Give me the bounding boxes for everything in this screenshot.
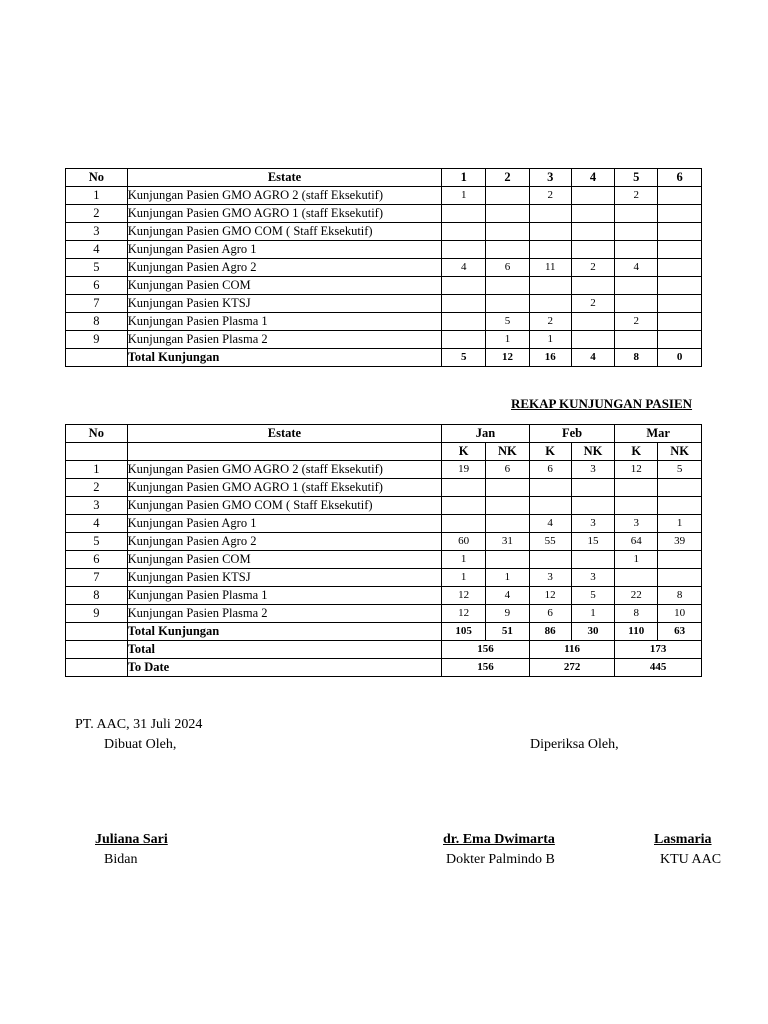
visit-count (442, 205, 486, 223)
visit-count (486, 241, 530, 259)
total-count: 0 (658, 349, 702, 367)
visit-count: 1 (571, 605, 615, 623)
visit-count (658, 277, 702, 295)
column-header: 3 (529, 169, 571, 187)
visit-count (529, 551, 571, 569)
row-number: 5 (66, 533, 128, 551)
visit-count: 3 (571, 569, 615, 587)
table-row (66, 223, 702, 241)
row-number: 2 (66, 479, 128, 497)
visit-count (615, 497, 658, 515)
table-header-row (66, 425, 702, 443)
visit-count: 1 (658, 515, 702, 533)
month-total: 156 (442, 641, 530, 659)
table-row (66, 295, 702, 313)
estate-name: Kunjungan Pasien GMO AGRO 2 (staff Eksekutif) (127, 187, 442, 205)
row-number: 6 (66, 277, 128, 295)
visit-count: 4 (485, 587, 529, 605)
table-row (66, 277, 702, 295)
visit-count (571, 241, 615, 259)
checked-by-label: Diperiksa Oleh, (530, 737, 619, 752)
total-row (66, 349, 702, 367)
estate-name: Kunjungan Pasien GMO COM ( Staff Eksekutif) (127, 497, 442, 515)
column-header: Estate (127, 425, 442, 443)
visit-count: 5 (486, 313, 530, 331)
visit-count: 2 (529, 187, 571, 205)
estate-name: Kunjungan Pasien Plasma 2 (127, 331, 442, 349)
visit-count (571, 277, 615, 295)
visit-count (658, 479, 702, 497)
sub-header: K (442, 443, 486, 461)
row-number: 9 (66, 605, 128, 623)
visit-count: 8 (615, 605, 658, 623)
visit-count: 22 (615, 587, 658, 605)
visit-count (571, 551, 615, 569)
total-label: Total Kunjungan (127, 623, 442, 641)
table-row (66, 569, 702, 587)
signer-name-1: Juliana Sari (95, 832, 168, 847)
total-visits-row (66, 623, 702, 641)
column-header: No (66, 169, 128, 187)
visit-count: 2 (571, 259, 615, 277)
visit-count (485, 551, 529, 569)
column-header: Estate (127, 169, 442, 187)
table-row (66, 551, 702, 569)
visit-count (486, 295, 530, 313)
visit-count (615, 223, 658, 241)
row-number: 4 (66, 241, 128, 259)
visit-count: 1 (615, 551, 658, 569)
visit-count (442, 223, 486, 241)
visit-count: 2 (615, 313, 658, 331)
total-count: 8 (615, 349, 658, 367)
place-date: PT. AAC, 31 Juli 2024 (75, 717, 203, 732)
recap-title: REKAP KUNJUNGAN PASIEN (511, 396, 693, 411)
visit-count: 6 (529, 461, 571, 479)
visit-count: 64 (615, 533, 658, 551)
total-count: 5 (442, 349, 486, 367)
row-number: 8 (66, 313, 128, 331)
visit-count: 60 (442, 533, 486, 551)
total-count: 4 (571, 349, 615, 367)
visit-count (486, 205, 530, 223)
visit-table-monthly (65, 168, 702, 367)
table-row (66, 533, 702, 551)
table-row (66, 241, 702, 259)
total-count: 51 (485, 623, 529, 641)
row-number: 7 (66, 569, 128, 587)
visit-count (658, 295, 702, 313)
subheader-row (66, 443, 702, 461)
row-number: 9 (66, 331, 128, 349)
row-number: 2 (66, 205, 128, 223)
visit-count: 12 (615, 461, 658, 479)
month-total: 272 (529, 659, 615, 677)
visit-count: 5 (658, 461, 702, 479)
visit-count (442, 479, 486, 497)
visit-count (658, 497, 702, 515)
visit-count: 9 (485, 605, 529, 623)
estate-name (127, 443, 442, 461)
visit-count (658, 569, 702, 587)
visit-count (486, 223, 530, 241)
visit-count (571, 187, 615, 205)
visit-count (486, 187, 530, 205)
visit-count (658, 259, 702, 277)
signer-role-1: Bidan (104, 852, 138, 867)
visit-count (615, 479, 658, 497)
visit-count (571, 313, 615, 331)
visit-count (615, 277, 658, 295)
estate-name: Kunjungan Pasien Agro 1 (127, 241, 442, 259)
row-number: 7 (66, 295, 128, 313)
estate-name: Kunjungan Pasien Plasma 1 (127, 313, 442, 331)
visit-count: 3 (529, 569, 571, 587)
visit-count (615, 241, 658, 259)
visit-count (442, 515, 486, 533)
estate-name: Kunjungan Pasien KTSJ (127, 569, 442, 587)
estate-name: Kunjungan Pasien GMO AGRO 2 (staff Eksekutif) (127, 461, 442, 479)
visit-count (442, 313, 486, 331)
month-total: 445 (615, 659, 702, 677)
visit-count: 1 (442, 569, 486, 587)
table-row (66, 515, 702, 533)
column-header: 6 (658, 169, 702, 187)
month-total: 116 (529, 641, 615, 659)
total-count: 110 (615, 623, 658, 641)
visit-count: 2 (571, 295, 615, 313)
visit-count: 3 (571, 461, 615, 479)
visit-count (615, 331, 658, 349)
visit-count: 1 (485, 569, 529, 587)
table-row (66, 331, 702, 349)
column-header: 4 (571, 169, 615, 187)
visit-count: 3 (571, 515, 615, 533)
sub-header: NK (658, 443, 702, 461)
sub-header: NK (571, 443, 615, 461)
visit-count (571, 205, 615, 223)
column-header: 1 (442, 169, 486, 187)
visit-count: 10 (658, 605, 702, 623)
visit-count: 8 (658, 587, 702, 605)
table-row (66, 605, 702, 623)
visit-count (571, 479, 615, 497)
estate-name: Kunjungan Pasien Agro 1 (127, 515, 442, 533)
visit-count (658, 313, 702, 331)
visit-count (571, 497, 615, 515)
visit-count: 4 (529, 515, 571, 533)
visit-count (529, 241, 571, 259)
row-number: 4 (66, 515, 128, 533)
visit-count: 6 (486, 259, 530, 277)
table-row (66, 587, 702, 605)
visit-count (529, 205, 571, 223)
visit-recap-table (65, 424, 702, 677)
month-header: Feb (529, 425, 615, 443)
column-header: 2 (486, 169, 530, 187)
visit-count (615, 205, 658, 223)
signer-name-2: dr. Ema Dwimarta (443, 832, 555, 847)
row-number (66, 641, 128, 659)
estate-name: Kunjungan Pasien COM (127, 277, 442, 295)
total-count: 16 (529, 349, 571, 367)
table-row (66, 461, 702, 479)
visit-count (615, 295, 658, 313)
row-number: 3 (66, 223, 128, 241)
visit-count: 2 (529, 313, 571, 331)
visit-count (615, 569, 658, 587)
estate-name: Kunjungan Pasien Agro 2 (127, 259, 442, 277)
visit-count: 19 (442, 461, 486, 479)
month-header: Mar (615, 425, 702, 443)
visit-count: 5 (571, 587, 615, 605)
total-count: 12 (486, 349, 530, 367)
visit-count: 2 (615, 187, 658, 205)
visit-count (658, 223, 702, 241)
total-count: 63 (658, 623, 702, 641)
visit-count (442, 241, 486, 259)
row-number: 6 (66, 551, 128, 569)
visit-count: 4 (442, 259, 486, 277)
made-by-label: Dibuat Oleh, (104, 737, 177, 752)
visit-count (485, 515, 529, 533)
visit-count (658, 331, 702, 349)
estate-name: Kunjungan Pasien COM (127, 551, 442, 569)
estate-name: Kunjungan Pasien GMO AGRO 1 (staff Eksekutif) (127, 479, 442, 497)
table-row (66, 313, 702, 331)
visit-count (529, 497, 571, 515)
visit-count: 4 (615, 259, 658, 277)
month-total: 156 (442, 659, 530, 677)
table-row (66, 259, 702, 277)
visit-count (485, 479, 529, 497)
visit-count (658, 241, 702, 259)
row-number (66, 349, 128, 367)
sub-header: K (529, 443, 571, 461)
visit-count (485, 497, 529, 515)
estate-name: Kunjungan Pasien GMO COM ( Staff Eksekutif) (127, 223, 442, 241)
row-number: 1 (66, 187, 128, 205)
visit-count (442, 331, 486, 349)
visit-count: 39 (658, 533, 702, 551)
visit-count: 1 (442, 551, 486, 569)
table-row (66, 479, 702, 497)
sub-header: NK (485, 443, 529, 461)
table-row (66, 187, 702, 205)
visit-count (529, 295, 571, 313)
signer-role-2: Dokter Palmindo B (446, 852, 555, 867)
visit-count (442, 277, 486, 295)
visit-count: 6 (485, 461, 529, 479)
total-label: Total (127, 641, 442, 659)
row-number: 1 (66, 461, 128, 479)
visit-count: 12 (529, 587, 571, 605)
visit-count (529, 479, 571, 497)
visit-count (529, 223, 571, 241)
table-row (66, 205, 702, 223)
month-total: 173 (615, 641, 702, 659)
visit-count (658, 205, 702, 223)
signer-role-3: KTU AAC (660, 852, 722, 867)
total-count: 86 (529, 623, 571, 641)
estate-name: Kunjungan Pasien KTSJ (127, 295, 442, 313)
total-count: 30 (571, 623, 615, 641)
visit-count: 6 (529, 605, 571, 623)
estate-name: Kunjungan Pasien Agro 2 (127, 533, 442, 551)
visit-count (571, 331, 615, 349)
visit-count (529, 277, 571, 295)
visit-count: 15 (571, 533, 615, 551)
visit-count (442, 497, 486, 515)
total-count: 105 (442, 623, 486, 641)
visit-count (571, 223, 615, 241)
visit-count: 55 (529, 533, 571, 551)
grand-total-row (66, 641, 702, 659)
visit-count: 12 (442, 605, 486, 623)
signer-name-3: Lasmaria (654, 832, 712, 847)
visit-count: 11 (529, 259, 571, 277)
estate-name: Kunjungan Pasien GMO AGRO 1 (staff Eksekutif) (127, 205, 442, 223)
month-header: Jan (442, 425, 530, 443)
visit-count: 12 (442, 587, 486, 605)
visit-count: 1 (529, 331, 571, 349)
visit-count: 31 (485, 533, 529, 551)
row-number (66, 623, 128, 641)
table-header-row (66, 169, 702, 187)
visit-count: 1 (442, 187, 486, 205)
row-number: 8 (66, 587, 128, 605)
estate-name: Kunjungan Pasien Plasma 1 (127, 587, 442, 605)
estate-name: Kunjungan Pasien Plasma 2 (127, 605, 442, 623)
table-row (66, 497, 702, 515)
visit-count (486, 277, 530, 295)
visit-count (442, 295, 486, 313)
total-label: To Date (127, 659, 442, 677)
sub-header: K (615, 443, 658, 461)
visit-count: 1 (486, 331, 530, 349)
column-header: No (66, 425, 128, 443)
column-header: 5 (615, 169, 658, 187)
row-number: 3 (66, 497, 128, 515)
row-number (66, 443, 128, 461)
to-date-row (66, 659, 702, 677)
row-number (66, 659, 128, 677)
row-number: 5 (66, 259, 128, 277)
visit-count (658, 187, 702, 205)
visit-count: 3 (615, 515, 658, 533)
total-label: Total Kunjungan (127, 349, 442, 367)
visit-count (658, 551, 702, 569)
